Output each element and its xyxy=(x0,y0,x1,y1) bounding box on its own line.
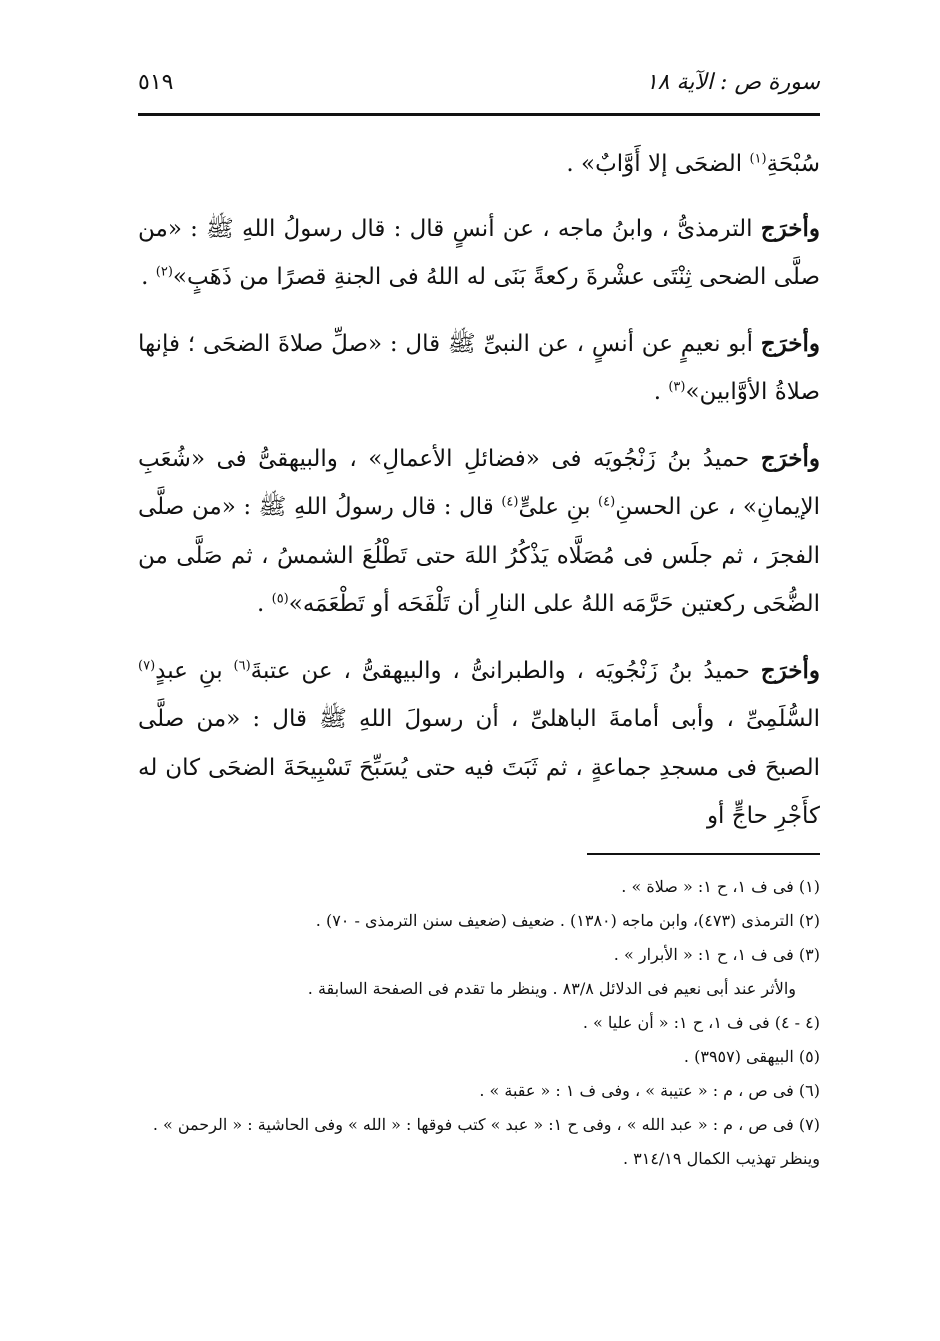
footnote-marker: (٣) xyxy=(668,379,686,395)
paragraph xyxy=(138,320,820,417)
page-header xyxy=(138,62,820,102)
footnote-marker: (٤) xyxy=(501,494,519,510)
footnote-marker: (٢) xyxy=(155,264,173,280)
paragraph-lead: وأخرَج xyxy=(760,656,820,684)
footnote-marker: (٧) xyxy=(138,657,156,673)
footnote-marker: (١) xyxy=(749,151,767,167)
text-segment: السُّلَمِىِّ ، وأبى أمامةَ الباهلىِّ ، أن رسولَ اللهِ ﷺ قال : «من صلَّى الصبحَ فى مسجدِ جماعةٍ ، ثم ثَبَتَ فيه حتى يُسَبِّحَ تَسْبِيحَةَ الضحَى كان له كأَجْرِ حاجٍّ أو xyxy=(138,706,820,829)
text-segment: قال : قال رسولُ اللهِ ﷺ : «من صلَّى الفجرَ ، ثم جلَس فى مُصَلَّاه يَذْكُرُ اللهَ حتى تَطْلُعَ الشمسُ ، ثم صَلَّى من الضُّحَى ركعتين حَرَّمَه اللهُ على النارِ أن تَلْفَحَه أو تَطْعَمَه» xyxy=(138,494,820,617)
text-segment: بنِ علىٍّ xyxy=(518,494,599,520)
paragraph-lead: وأخرَج xyxy=(760,214,820,242)
footnote: والأثر عند أبى نعيم فى الدلائل ٨٣/٨ . وينظر ما تقدم فى الصفحة السابقة . xyxy=(307,979,796,998)
footnote-marker: (٤) xyxy=(598,494,616,510)
footnotes xyxy=(138,872,820,1178)
paragraph-lead: وأخرَج xyxy=(760,444,820,472)
text-segment: سُبْحَةِ xyxy=(766,151,820,177)
main-text xyxy=(138,140,820,859)
text-segment: أبو نعيمٍ عن أنسٍ ، عن النبىِّ ﷺ قال : «صلِّ صلاةَ الضحَى ؛ فإنها صلاةُ الأوَّابين» xyxy=(138,330,820,405)
footnote: (٥) البيهقى (٣٩٥٧) . xyxy=(683,1047,820,1066)
text-segment: . xyxy=(256,591,272,617)
running-title: سورة ص : الآية ١٨ xyxy=(645,70,820,95)
footnote: (٣) فى ف ١، ح ١: « الأبرار » . xyxy=(613,945,820,964)
text-segment: . xyxy=(653,379,669,405)
paragraph xyxy=(138,140,820,189)
paragraph xyxy=(138,435,820,629)
footnote: وينظر تهذيب الكمال ٣١٤/١٩ . xyxy=(622,1149,820,1168)
text-segment: حميدُ بنُ زَنْجُويَه فى «فضائلِ الأعمالِ» ، والبيهقىُّ فى «شُعَبِ الإيمانِ» ، عن الحسنِ xyxy=(138,445,820,520)
footnote-marker: (٦) xyxy=(233,657,251,673)
paragraph xyxy=(138,205,820,302)
footnote: (١) فى ف ١، ح ١: « صلاة » . xyxy=(621,877,820,896)
page-number: ٥١٩ xyxy=(138,70,174,95)
footnote-separator xyxy=(587,853,820,855)
text-segment: الترمذىُّ ، وابنُ ماجه ، عن أنسٍ قال : قال رسولُ اللهِ ﷺ : «من صلَّى الضحى ثِنْتَى عشْرةَ ركعةً بَنَى له اللهُ فى الجنةِ قصرًا من ذَهَبٍ» xyxy=(138,215,820,290)
paragraph xyxy=(138,647,820,841)
text-segment: . xyxy=(141,264,156,290)
footnote: (٧) فى ص ، م : « عبد الله » ، وفى ح ١: « عبد » كتب فوقها : « الله » وفى الحاشية : « الرحمن » . xyxy=(152,1115,820,1134)
footnote-marker: (٥) xyxy=(271,591,289,607)
paragraph-lead: وأخرَج xyxy=(760,329,820,357)
footnote: (٢) الترمذى (٤٧٣)، وابن ماجه (١٣٨٠) . ضعيف (ضعيف سنن الترمذى - ٧٠) . xyxy=(315,911,820,930)
text-segment: الضحَى إلا أَوَّابٌ» . xyxy=(566,151,750,177)
header-rule xyxy=(138,113,820,116)
footnote: (٦) فى ص ، م : « عتيبة » ، وفى ف ١ : « عقبة » . xyxy=(479,1081,820,1100)
footnote: (٤ - ٤) فى ف ١، ح ١: « أن عليا » . xyxy=(582,1013,820,1032)
text-segment: بنِ عبدٍ xyxy=(155,657,234,684)
text-segment: حميدُ بنُ زَنْجُويَه ، والطبرانىُّ ، والبيهقىُّ ، عن عتبةَ xyxy=(250,657,761,684)
